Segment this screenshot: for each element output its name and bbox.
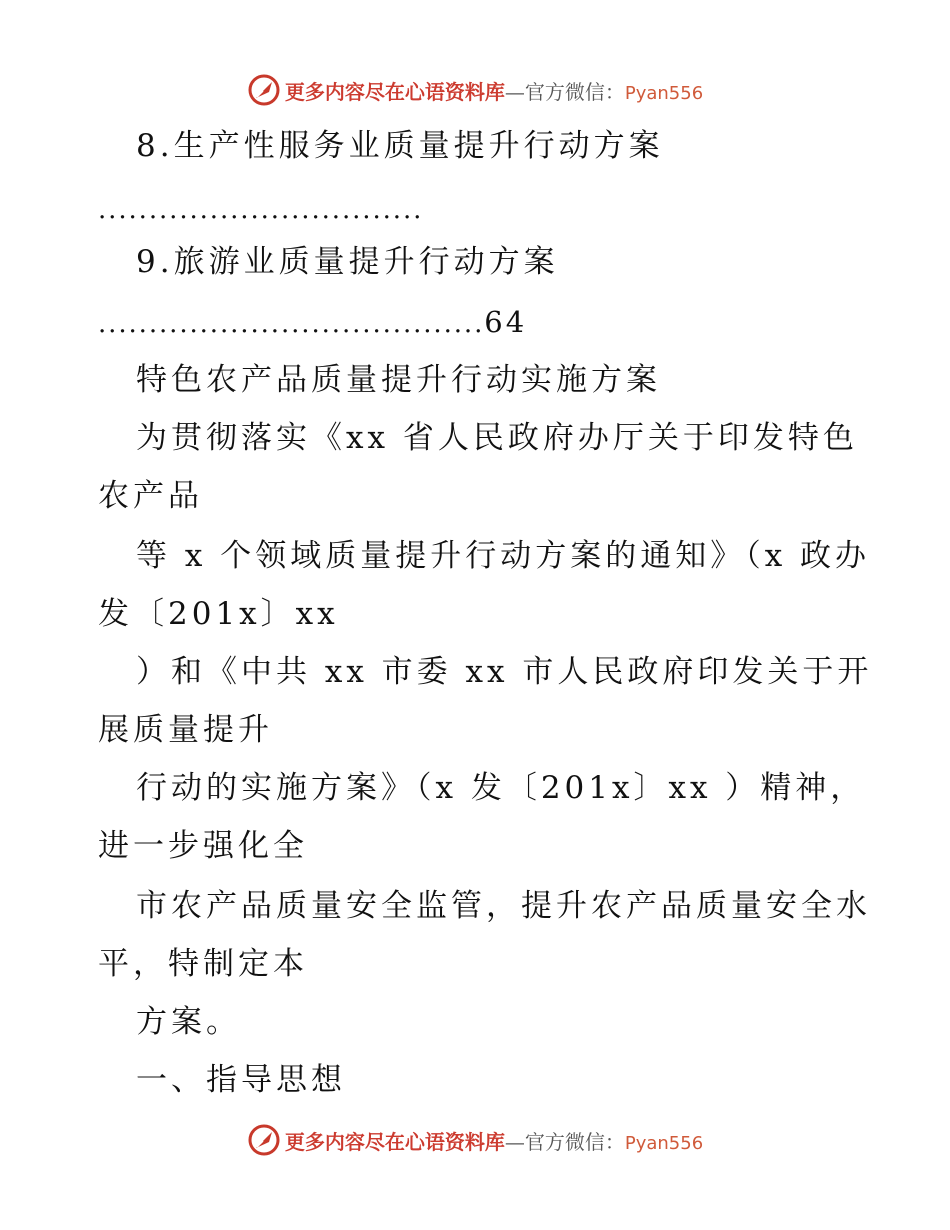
toc-page-number: 64 xyxy=(484,305,528,339)
quill-logo-icon xyxy=(247,1123,281,1157)
paragraph-line: 为贯彻落实《xx 省人民政府办厅关于印发特色 xyxy=(136,420,858,456)
section-heading: 一、指导思想 xyxy=(136,1062,346,1098)
paragraph-line: ）和《中共 xx 市委 xx 市人民政府印发关于开 xyxy=(136,654,873,690)
watermark-brand: 更多内容尽在心语资料库 xyxy=(284,1129,505,1154)
toc-entry-leader xyxy=(98,302,527,344)
toc-entry-title: 9.旅游业质量提升行动方案 xyxy=(136,244,559,280)
watermark-dash: — xyxy=(504,79,525,104)
paragraph-line: 市农产品质量安全监管，提升农产品质量安全水 xyxy=(136,888,871,924)
toc-entry-title: 8.生产性服务业质量提升行动方案 xyxy=(136,128,664,164)
paragraph-line: 农产品 xyxy=(98,478,203,514)
paragraph-line: 方案。 xyxy=(136,1004,241,1040)
paragraph-line: 展质量提升 xyxy=(98,712,273,748)
watermark-official: 官方微信： xyxy=(524,79,625,104)
watermark-footer xyxy=(0,1120,950,1160)
watermark-text xyxy=(285,76,703,105)
paragraph-line: 发〔201x〕xx xyxy=(98,596,339,632)
paragraph-line: 平，特制定本 xyxy=(98,946,308,982)
toc-leader-dots: ...................................... xyxy=(98,309,485,339)
watermark-wechat-id: Pyan556 xyxy=(624,82,704,104)
watermark-wechat-id: Pyan556 xyxy=(624,1132,704,1154)
paragraph-line: 等 x 个领域质量提升行动方案的通知》（x 政办 xyxy=(136,538,871,574)
section-title: 特色农产品质量提升行动实施方案 xyxy=(136,362,661,398)
watermark-header xyxy=(0,70,950,110)
toc-entry-leader: ................................ xyxy=(98,195,424,225)
watermark-text xyxy=(285,1126,703,1155)
quill-logo-icon xyxy=(247,73,281,107)
watermark-dash: — xyxy=(504,1129,525,1154)
paragraph-line: 行动的实施方案》（x 发〔201x〕xx ）精神， xyxy=(136,770,866,806)
paragraph-line: 进一步强化全 xyxy=(98,828,308,864)
watermark-brand: 更多内容尽在心语资料库 xyxy=(284,79,505,104)
watermark-official: 官方微信： xyxy=(524,1129,625,1154)
